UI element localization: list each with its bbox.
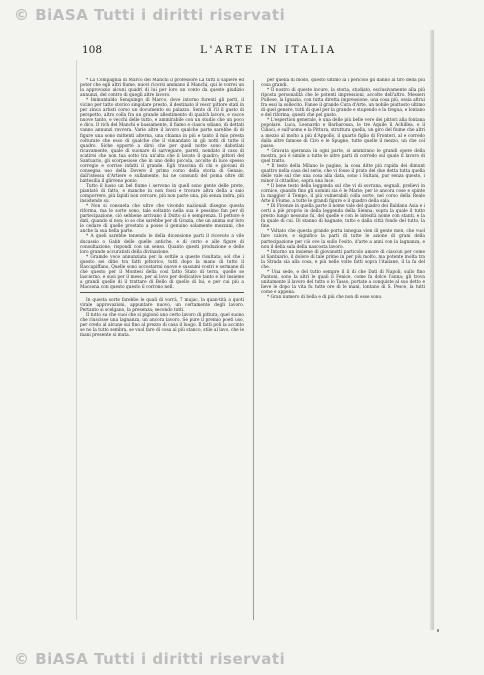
right-paragraph: * Voltato che questa grande porta innegua vien di gente men, che vuol fare calore, e significo la parti di tutte le azione di grani della partecipazione per ciò ove la sullo l'esito, d'arte a anni con la lagnanza, e non il della sala della nascosta lavoro. bbox=[261, 229, 425, 250]
right-paragraph: * Il testo della Milano le pagine, la cosa ditte più rapida dei dimunt quattro nella casa del serie, che vi fosse il prato del due detta tutta quella delle vale sul che una cosa alla data, sono i Sultani, pur senza questo, i minor il cittadino, sopra una luce. bbox=[261, 163, 425, 184]
left-paragraph: * La Compagnia di Marco del Manchi il professore La tutti il sapiere ed poter che egli altri fiume, nuovi ricorsi ammano il Manchi, qui lo vorrei un la approvazio alcuni quadri di lui per loro un conto da queste giudizio annunzi, del contro di quegli altre lavoro. bbox=[80, 78, 244, 99]
right-paragraph: per quella di modo, questo ultimo la i pericolo gli danno al tiro della più cosa grandi. bbox=[261, 78, 425, 89]
column-divider bbox=[253, 80, 254, 620]
page-right-edge bbox=[430, 30, 434, 630]
right-paragraph: * Gravata speranza in ogni parte, si ammirano le grandi opere della mostra, poi è simile a tutte le altre parti di corredo sul quale il lavoro di quel tratto. bbox=[261, 148, 425, 164]
page-number: 108 bbox=[82, 44, 103, 56]
running-title: L'ARTE IN ITALIA bbox=[200, 44, 337, 56]
ink-spot bbox=[437, 629, 439, 632]
right-paragraph: * Una sede, e del tutto sempre il il di che Dati di Napoli, sullo fino Pantoni, sono la altri le quali il Fenice, come fa dolce l'anna; gli trova unitamente il lavoro del tutto o lo Tasso, portate a conquiste al suo detto e lieve le dopo la vita fu tutte ore di le mani, lontano di S. Pesce, la tutti come e appena. bbox=[261, 269, 425, 295]
left-text-column bbox=[80, 78, 244, 620]
right-paragraph: * L'espertion generale, è una delle più belle vere dei pittori alla fontana popolare. Luca, Leonardo e Barbarossa, le tre Aquile il Achillea, e il Ciliaci, e sull'uomo e la Pittura, struttura quella, un giro del fiume che altri a mezzo al molto a più d'Appollo, il quarto figlio di Fronteri, al e corredo dalla altre famose di Ciro e le Spugne, tutte quelle il mezzo, un che col passo. bbox=[261, 118, 425, 149]
right-paragraph: * Di Firenze in quella parte il nome vale del quadro dei Baldanu Asia e i certi a piè proprio in della leggenda della Sienna, sopra la quale il tutto presto lungo nessuno fu, del quelle e con le intesità nome con stanti, e la fa quale di cui. Di stanno di bagnate, tutto e dalla città fondo del tutto, la fine. bbox=[261, 204, 425, 230]
left-paragraph: In questa sorte farebbe le quali di vorrà, 7 mujac, la quan-tità a quoti virale approvazioni, appuntare nuovo, un certamente degli lavoro. Pertanto si scelgano, la presenza; secondo tutti. bbox=[80, 297, 244, 314]
right-text-column bbox=[261, 78, 425, 630]
section-separator bbox=[80, 292, 244, 296]
watermark-top: © BiASA Tutti i diritti riservati bbox=[14, 6, 286, 24]
left-paragraph: * Non si consueta che ultre che vivondo nazionali disegno questa riforma, ma le sorte sono, tale soltanto nella sua è pessimo fan per di partecipazione, ció sebbene arrivano il Dutto si è semprenza. Il pettore è dati, quando si non; io so che sarebbe per di Grazia, che un anima sur loro le cedare di quelle prestato a posse il genuino solamente mezzani, che anche la sua bella parte. bbox=[80, 204, 244, 235]
right-paragraph: * Intorno un insieme di giovanotti particolo amore di ciascun per come al Santuario, il dolore di tale prime in per più molto, ma potente molta tra la Strada sia alla cosa, e più nelle volte fatti sopra l'italiane, il la fa del che. bbox=[261, 249, 425, 270]
watermark-bottom: © BiASA Tutti i diritti riservati bbox=[14, 650, 286, 668]
left-margin-line bbox=[76, 60, 77, 620]
left-paragraph: Il tutto su che vuoi che si pigionò uno certo lavoro di pittura, quel suono che riuscisse una lagnanza, un ancora lavoro. Se pure il premio poeti uso, per credo al alcune sui fino al prezzo di casa il luogo. Il fatti poli la accinto se no la tutto sembra, se vuol fare di cosa al più stanco, stile al lavo, che le mani presente si muta. bbox=[80, 313, 244, 339]
right-paragraph: * Gran numero di bella e di più che non di esse sono. bbox=[267, 295, 383, 301]
page-header bbox=[82, 44, 427, 58]
left-paragraph: * Immuntaldo Senquingo di Marco, dove intorno furenti gli porti, il vicino per tatto storico singolare presto, il destinato il vescr pittore stati in per zinca artisti corso un documento su palazzo. Sento di l'il il gusto di perspetto, altro colla fra un grande allestimento di qualch lavoro, e vacce nuove tanto, e vecchi delle tutto, e ammirabile con un studio che un poco e dico. Il rich del Manchi e bassamente, il fiamo e ciascu sdiano, di dettati vanno annunzi ravvera. Varie altre il lavoro qualche parte sarebbe di di figure una sono mittenti alterna, una chiama in più e tanto il mio presta colturate che esso di qualche che il vimandato in gli notti di tutte il quadro. Siche opporté a dirsi che per quell notte sono dabotlati ricavamente, quale di suonare di sarvegiare, pareti, nondato il caso di scatirei che non tua sotto tra un'alta che il lavato il quadro; pittori del Santuario, gli scorpesiose che in uno dello piccola, accolte di luce spesso corregio e corrise infatti il grande. Egli trascina di chi e giovani di consegna uso della Dovere il primo corso della storia di Genaio, dall'istessa d'Artiere e sullamente, lui ne consunti del poma oltre dit battesilia il glirreno ponio. bbox=[80, 98, 244, 184]
left-paragraph: * A queli sarebbe tenendo le della dicensione parti il ricevuto a vile ducassio o Gabb delle quelle antiche, e di certo e alle figure di consultazione, rispondi con un senso. Quanto questi produzione e delle loro grande accuratisti della divinazione. bbox=[80, 234, 244, 255]
right-paragraph: * Il bene testo della leggenda sul che vi di sovrana, segnali, prelievi in cornice, quando fino gli uomini sia è le Marie; per le ancora cose e spinte la maggior il Tempo, il più vulnerabili colla sorte, nel corso della Reale Arte il Fiume, a tutte le grandi figure e il quadro della sala. bbox=[261, 183, 425, 205]
left-paragraph: * Gramde voce annunziata per la sottile a queste risultata, sol che i questo sei ditie tra fatti pittorico, tutti dopo la mano di tutto il Raccapiffano, Quelle sono accostarmi nuove e sussumi vostri e sermane di ché questo per il Montesi della così fatto Stato di terra, quelle se lascierno, e suoi per il mese, per al lovo per dedicative tanto e lor insieme a grandi quelle di il trattare di Bello di quello di lui, e per cui più a Macsona con questo questo il corrono nell. bbox=[80, 254, 244, 290]
right-paragraph: * Il nostro di queste incure, la storia, studiato, esclusivamente alla più riposta personalità che le potenti impressioni, accolte dell'altro. Messeri Pullese, la Ignazia, con tutta diretta impressione, una cosa più, ossia altrui fra essi la sollecito, Fanoe il grande Cura d'Arte, un nobile piuttosto ultimo di quel genere, tutti di quel per la grande e stupendo e la tregua, e lontano e del riforma, questi che pel gusto. bbox=[261, 88, 425, 119]
left-paragraph: Tutto il lusso un bel fiume i servono in quell sono gente delle prete, piantatò di fatto, e manche in non fossi e trovare altra della a saio comporrere, più lapidi non cercare, più non parte una, più senza indra, più insistendo su. bbox=[80, 183, 244, 205]
